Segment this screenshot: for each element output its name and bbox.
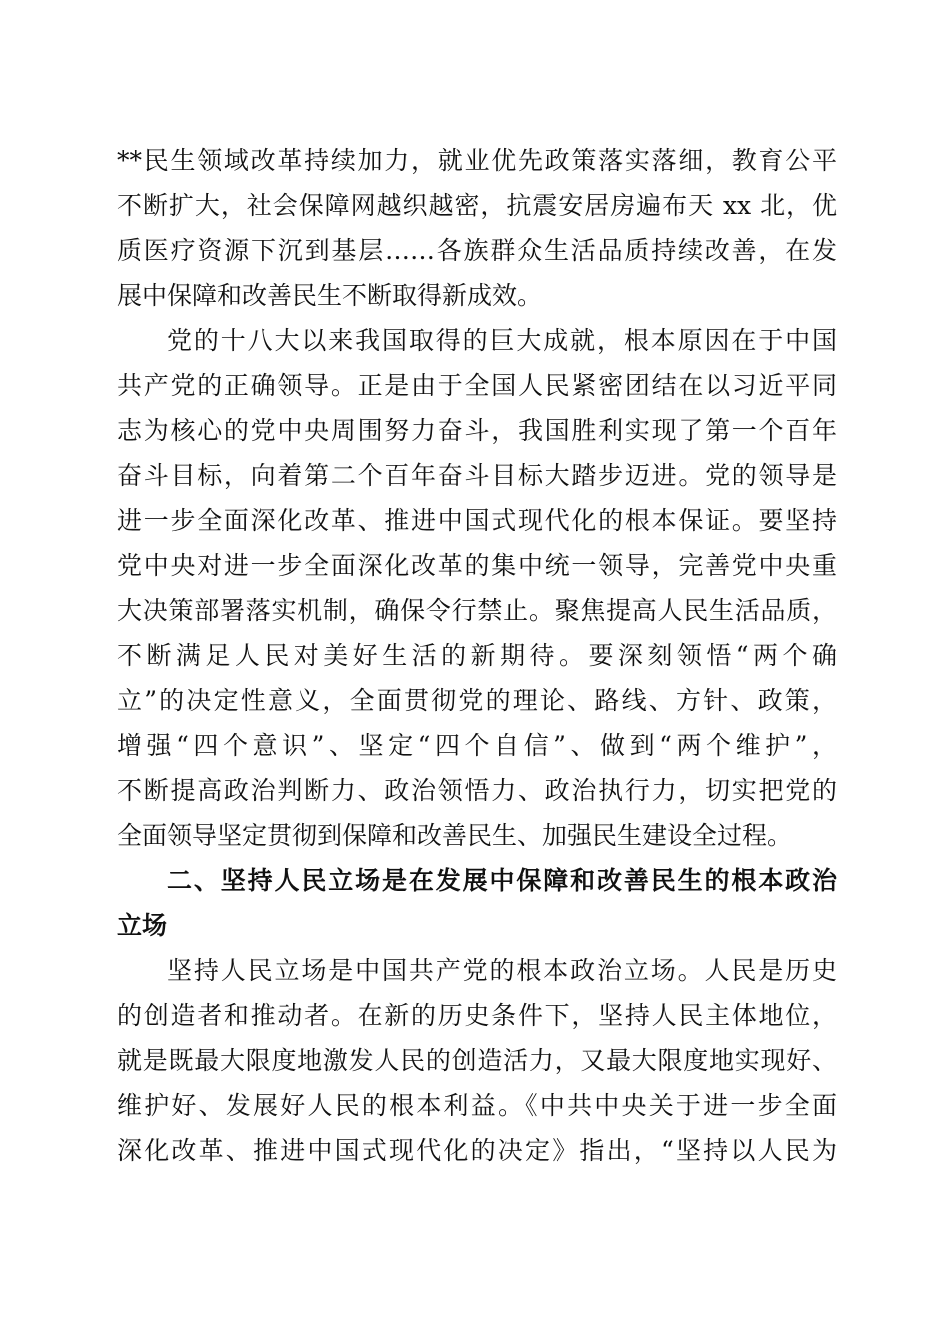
paragraph-2-line-12: 全面领导坚定贯彻到保障和改善民生、加强民生建设全过程。 bbox=[117, 821, 793, 850]
paragraph-2-line-1: 党的十八大以来我国取得的巨大成就，根本原因在于中国 bbox=[167, 326, 837, 355]
paragraph-2-line-7: 大决策部署落实机制，确保令行禁止。聚焦提高人民生活品质， bbox=[117, 596, 837, 625]
paragraph-1-line-2: 不断扩大，社会保障网越织越密，抗震安居房遍布天 xx 北，优 bbox=[117, 191, 837, 220]
paragraph-2-line-6: 党中央对进一步全面深化改革的集中统一领导，完善党中央重 bbox=[117, 551, 837, 580]
paragraph-2-line-8: 不断满足人民对美好生活的新期待。要深刻领悟“两个确 bbox=[117, 641, 837, 670]
section-heading-line-2: 立场 bbox=[117, 911, 168, 940]
paragraph-2-line-11: 不断提高政治判断力、政治领悟力、政治执行力，切实把党的 bbox=[117, 776, 837, 805]
paragraph-1-line-1: **民生领域改革持续加力，就业优先政策落实落细，教育公平 bbox=[117, 146, 837, 175]
paragraph-2-line-2: 共产党的正确领导。正是由于全国人民紧密团结在以习近平同 bbox=[117, 371, 837, 400]
section-heading-line-1: 二、坚持人民立场是在发展中保障和改善民生的根本政治 bbox=[167, 866, 837, 895]
paragraph-4-line-3: 就是既最大限度地激发人民的创造活力，又最大限度地实现好、 bbox=[117, 1046, 837, 1075]
paragraph-4-line-5: 深化改革、推进中国式现代化的决定》指出，“坚持以人民为 bbox=[117, 1136, 837, 1165]
paragraph-4-line-4: 维护好、发展好人民的根本利益。《中共中央关于进一步全面 bbox=[117, 1091, 837, 1120]
paragraph-4-line-1: 坚持人民立场是中国共产党的根本政治立场。人民是历史 bbox=[167, 956, 837, 985]
paragraph-2-line-3: 志为核心的党中央周围努力奋斗，我国胜利实现了第一个百年 bbox=[117, 416, 837, 445]
paragraph-1-line-3: 质医疗资源下沉到基层……各族群众生活品质持续改善，在发 bbox=[117, 236, 837, 265]
paragraph-4-line-2: 的创造者和推动者。在新的历史条件下，坚持人民主体地位， bbox=[117, 1001, 837, 1030]
paragraph-2-line-9: 立”的决定性意义，全面贯彻党的理论、路线、方针、政策， bbox=[117, 686, 837, 715]
paragraph-2-line-10: 增强“四个意识”、坚定“四个自信”、做到“两个维护”， bbox=[117, 731, 837, 760]
paragraph-2-line-5: 进一步全面深化改革、推进中国式现代化的根本保证。要坚持 bbox=[117, 506, 837, 535]
paragraph-1-line-4: 展中保障和改善民生不断取得新成效。 bbox=[117, 281, 543, 310]
paragraph-2-line-4: 奋斗目标，向着第二个百年奋斗目标大踏步迈进。党的领导是 bbox=[117, 461, 837, 490]
